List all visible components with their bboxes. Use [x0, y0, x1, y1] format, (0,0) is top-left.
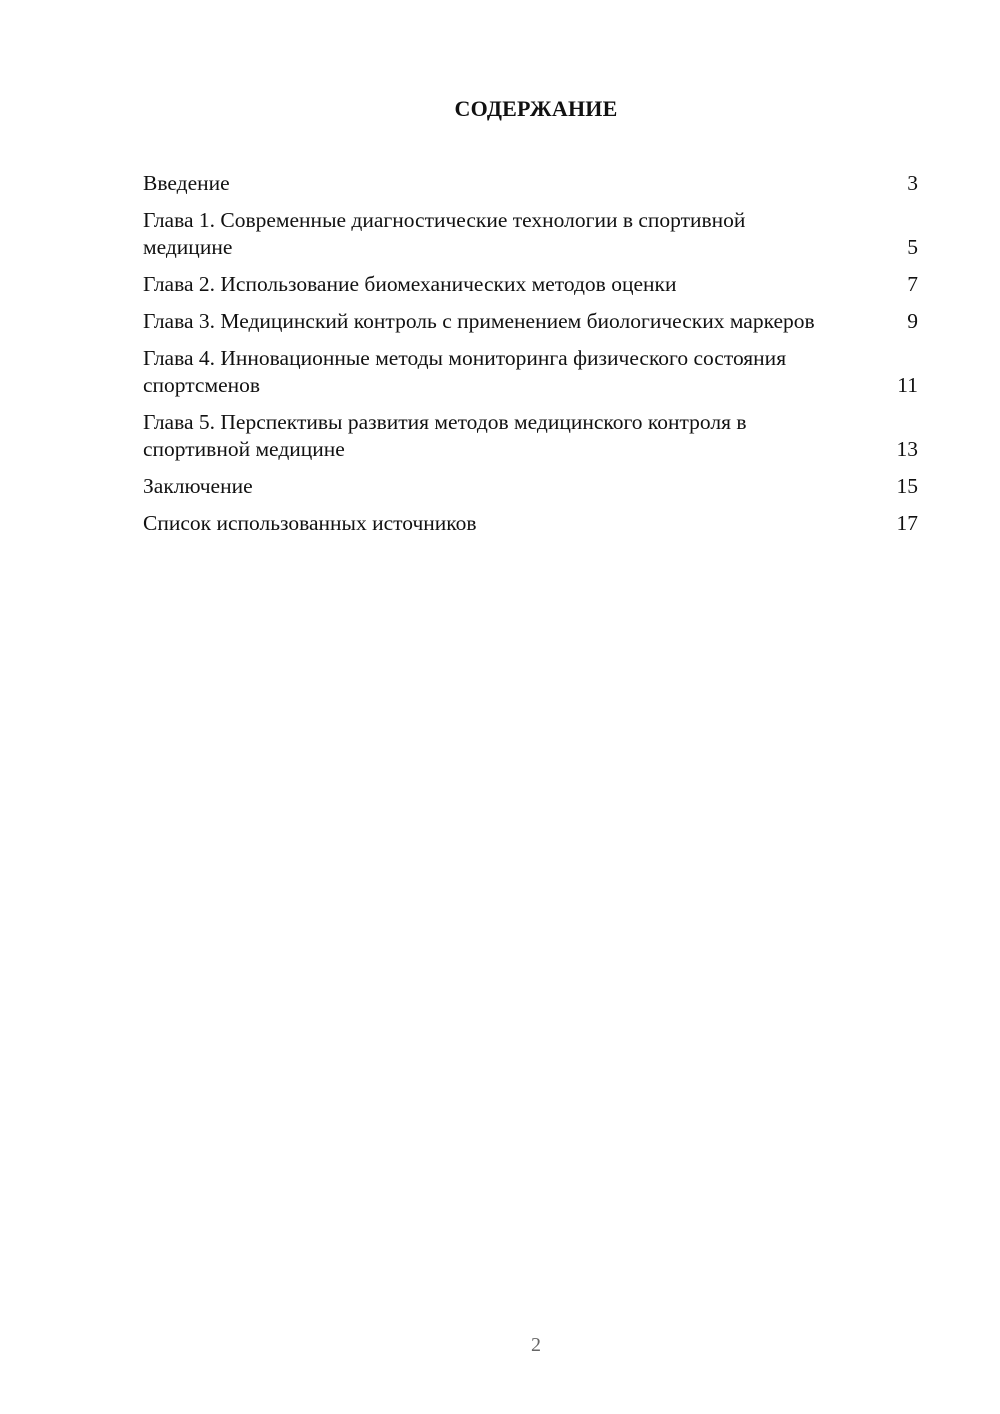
toc-entry-text: Глава 5. Перспективы развития методов медицинского контроля в спортивной медицине: [143, 410, 747, 461]
toc-entry-page: 3: [907, 171, 918, 195]
toc-entry-page: 7: [907, 272, 918, 296]
toc-entry-text: Глава 4. Инновационные методы мониторинга физического состояния спортсменов: [143, 346, 787, 397]
toc-entry-page: 15: [896, 474, 918, 498]
toc-entry-text: Глава 1. Современные диагностические технологии в спортивной медицине: [143, 208, 746, 259]
toc-title: СОДЕРЖАНИЕ: [454, 96, 618, 121]
toc-entry-page: 11: [897, 373, 918, 397]
page-number: 2: [531, 1334, 541, 1356]
toc-entry-chapter-4: [143, 345, 918, 399]
toc-entry-conclusion: [143, 473, 918, 500]
toc-entry-page: 5: [907, 235, 918, 259]
toc-entry-page: 9: [907, 309, 918, 333]
toc-entry-text: Заключение: [143, 474, 253, 498]
toc-entry-references: [143, 510, 918, 537]
toc-entry-text: Глава 2. Использование биомеханических методов оценки: [143, 272, 677, 296]
toc-entry-text: Список использованных источников: [143, 511, 477, 535]
toc-entry-chapter-5: [143, 409, 918, 463]
table-of-contents: [143, 170, 918, 547]
toc-entry-page: 13: [896, 437, 918, 461]
toc-entry-chapter-2: [143, 271, 918, 298]
toc-entry-chapter-3: [143, 308, 918, 335]
toc-entry-introduction: [143, 170, 918, 197]
toc-entry-page: 17: [896, 511, 918, 535]
toc-entry-text: Глава 3. Медицинский контроль с применением биологических маркеров: [143, 309, 815, 333]
toc-entry-text: Введение: [143, 171, 230, 195]
toc-entry-chapter-1: [143, 207, 918, 261]
